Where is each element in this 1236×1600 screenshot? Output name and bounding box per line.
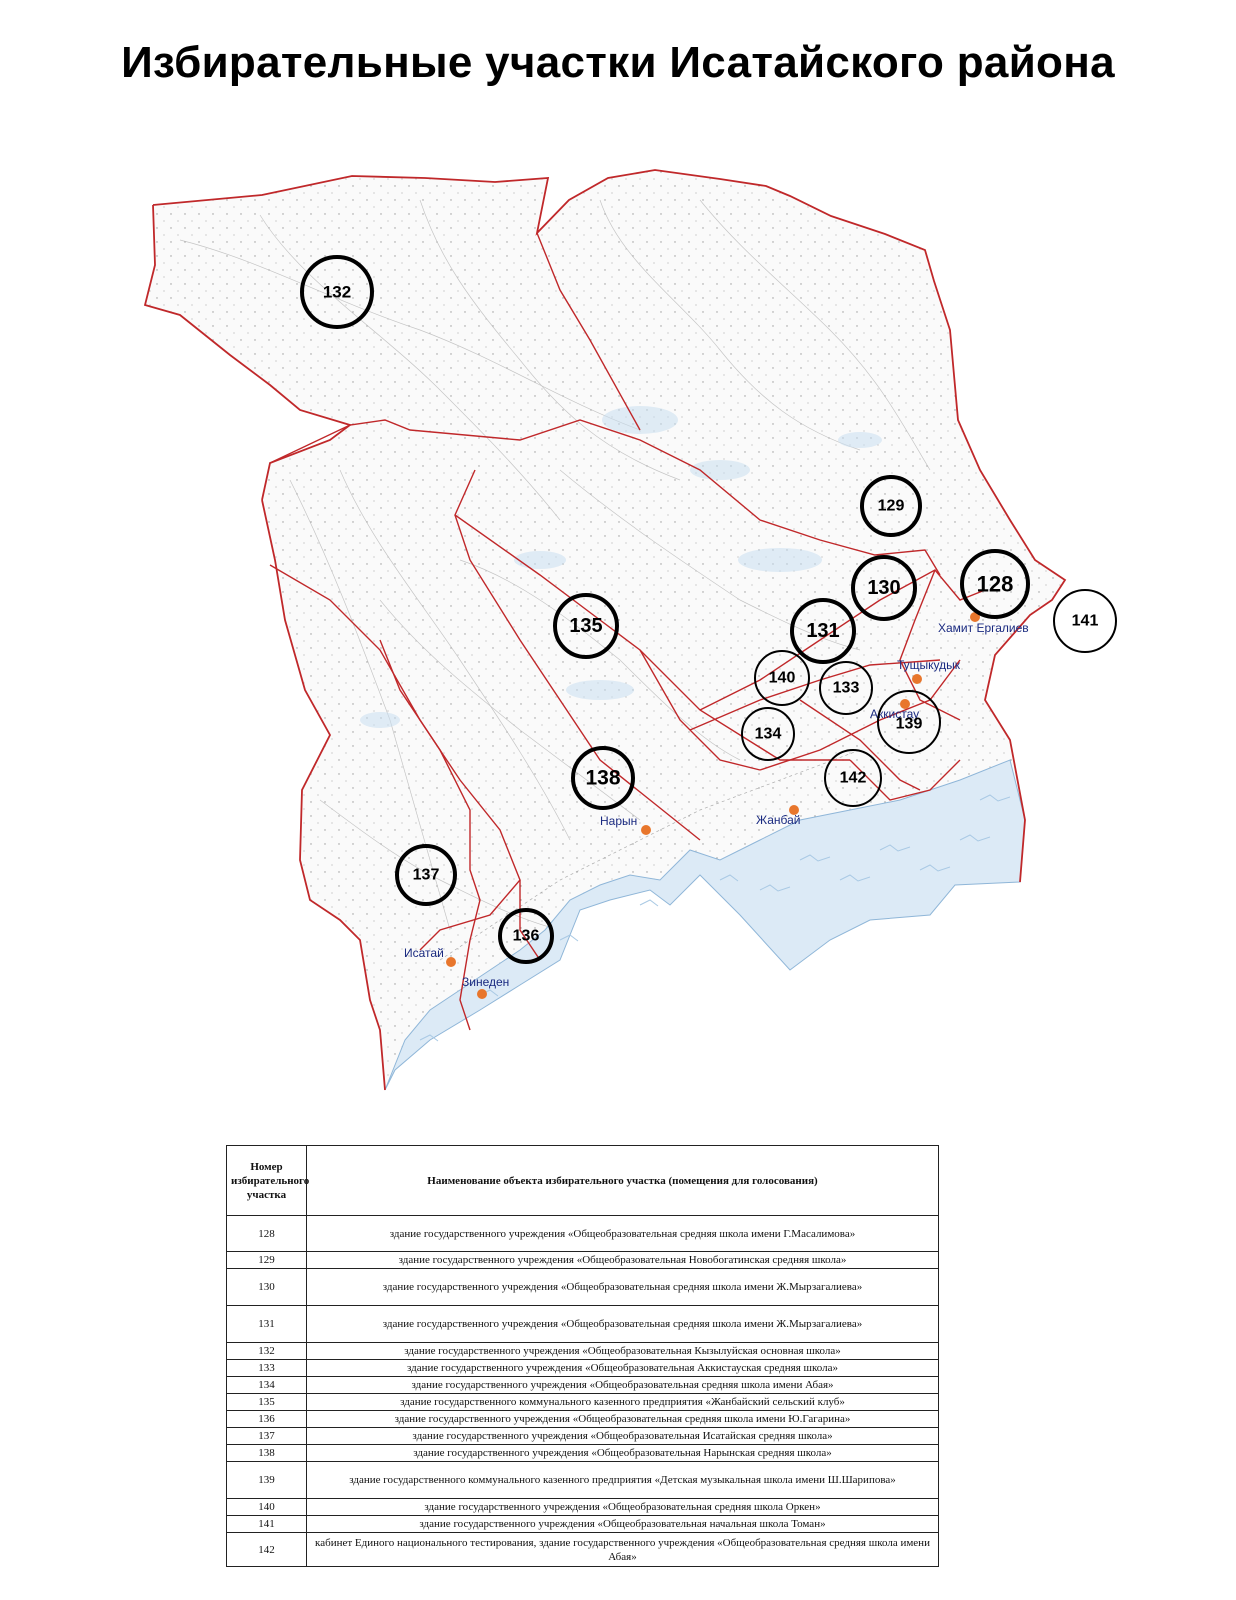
settlement-label: Исатай (404, 946, 444, 960)
district-number: 137 (412, 866, 440, 884)
station-number: 141 (227, 1516, 307, 1533)
station-number: 136 (227, 1411, 307, 1428)
table-row (227, 1394, 939, 1411)
station-name: здание государственного учреждения «Общеобразовательная Кызылуйская основная школа» (307, 1343, 939, 1360)
table-row (227, 1377, 939, 1394)
table-row (227, 1252, 939, 1269)
station-number: 130 (227, 1269, 307, 1306)
station-number: 137 (227, 1428, 307, 1445)
station-name: здание государственного учреждения «Общеобразовательная средняя школа имени Г.Масалимова» (307, 1216, 939, 1252)
station-number: 131 (227, 1306, 307, 1343)
station-number: 138 (227, 1445, 307, 1462)
station-number: 132 (227, 1343, 307, 1360)
settlement-label: Тущыкудык (897, 658, 961, 672)
district-number: 129 (877, 497, 905, 515)
table-row (227, 1533, 939, 1567)
station-number: 139 (227, 1462, 307, 1499)
table-row (227, 1360, 939, 1377)
station-number: 134 (227, 1377, 307, 1394)
settlement-label: Нарын (600, 814, 638, 828)
district-number: 133 (832, 679, 860, 697)
polling-stations-table (226, 1145, 939, 1567)
table-row (227, 1306, 939, 1343)
station-name: здание государственного учреждения «Общеобразовательная средняя школа имени Абая» (307, 1377, 939, 1394)
table-row (227, 1462, 939, 1499)
district-number: 136 (512, 927, 540, 945)
station-name: кабинет Единого национального тестирования, здание государственного учреждения «Общеобразовательная средняя школа имени Абая» (307, 1533, 939, 1567)
station-number: 135 (227, 1394, 307, 1411)
header-station-name: Наименование объекта избирательного участка (помещения для голосования) (307, 1146, 939, 1216)
terrain-texture (145, 170, 1065, 1090)
district-number: 141 (1071, 612, 1099, 630)
page-title: Избирательные участки Исатайского района (121, 38, 1115, 87)
district-number: 140 (768, 669, 796, 687)
table-row (227, 1516, 939, 1533)
station-name: здание государственного учреждения «Общеобразовательная средняя школа имени Ж.Мырзагалиева» (307, 1269, 939, 1306)
district-number: 130 (867, 577, 901, 599)
table-row (227, 1445, 939, 1462)
station-name: здание государственного учреждения «Общеобразовательная средняя школа имени Ю.Гагарина» (307, 1411, 939, 1428)
settlement-label: Жанбай (756, 813, 801, 827)
table-row (227, 1343, 939, 1360)
settlement-label: Аккистау (870, 707, 920, 721)
header-station-number: Номер избирательного участка (227, 1146, 307, 1216)
station-name: здание государственного учреждения «Общеобразовательная Аккистауская средняя школа» (307, 1360, 939, 1377)
table-row (227, 1499, 939, 1516)
station-number: 129 (227, 1252, 307, 1269)
table-header-row (227, 1146, 939, 1216)
station-name: здание государственного коммунального казенного предприятия «Жанбайский сельский клуб» (307, 1394, 939, 1411)
station-name: здание государственного учреждения «Общеобразовательная средняя школа имени Ж.Мырзагалиева» (307, 1306, 939, 1343)
station-number: 142 (227, 1533, 307, 1567)
table-row (227, 1428, 939, 1445)
station-name: здание государственного учреждения «Общеобразовательная средняя школа Оркен» (307, 1499, 939, 1516)
settlement-label: Зинеден (462, 975, 510, 989)
station-number: 140 (227, 1499, 307, 1516)
district-number: 132 (322, 282, 352, 302)
district-number: 128 (976, 571, 1014, 597)
table-row (227, 1216, 939, 1252)
station-name: здание государственного учреждения «Общеобразовательная Исатайская средняя школа» (307, 1428, 939, 1445)
station-number: 133 (227, 1360, 307, 1377)
station-name: здание государственного учреждения «Общеобразовательная начальная школа Томан» (307, 1516, 939, 1533)
station-name: здание государственного коммунального казенного предприятия «Детская музыкальная школа имени Ш.Шарипова» (307, 1462, 939, 1499)
district-marker-141 (1054, 590, 1116, 652)
district-number: 131 (806, 620, 840, 642)
table-row (227, 1411, 939, 1428)
polling-stations-table-wrap (226, 1145, 938, 1567)
district-number: 142 (839, 769, 867, 787)
station-name: здание государственного учреждения «Общеобразовательная Нарынская средняя школа» (307, 1445, 939, 1462)
settlement-label: Хамит Ергалиев (938, 621, 1029, 635)
station-number: 128 (227, 1216, 307, 1252)
table-row (227, 1269, 939, 1306)
district-number: 134 (754, 725, 782, 743)
district-number: 138 (585, 766, 621, 790)
station-name: здание государственного учреждения «Общеобразовательная Новобогатинская средняя школа» (307, 1252, 939, 1269)
district-number: 135 (569, 615, 603, 637)
district-number: 139 (895, 715, 923, 733)
